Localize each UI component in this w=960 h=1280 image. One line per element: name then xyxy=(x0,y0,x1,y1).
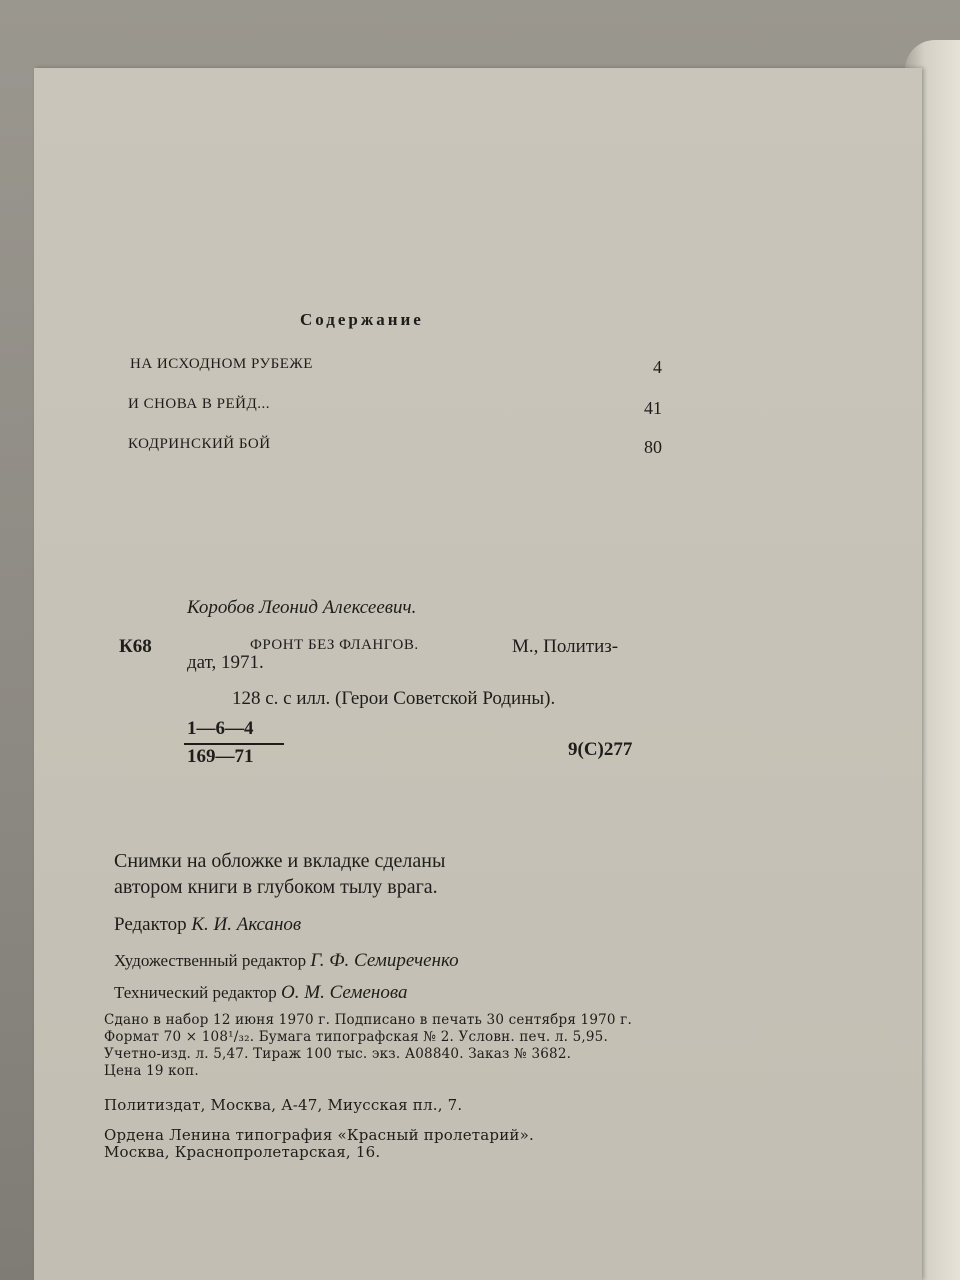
toc-item-page: 80 xyxy=(644,437,662,457)
printer-line-2: Москва, Краснопролетарская, 16. xyxy=(104,1143,381,1161)
catalog-fraction-bottom: 169—71 xyxy=(187,746,254,767)
tech-editor-label: Технический редактор xyxy=(114,983,277,1002)
editor-name: К. И. Аксанов xyxy=(191,914,302,935)
toc-item-label: НА ИСХОДНОМ РУБЕЖЕ xyxy=(130,356,313,372)
photo-credit-line-2: автором книги в глубоком тылу врага. xyxy=(114,876,438,898)
catalog-index: 9(С)277 xyxy=(568,739,633,760)
tech-editor-name: О. М. Семенова xyxy=(281,982,408,1003)
catalog-publisher-end: дат, 1971. xyxy=(187,652,264,673)
art-editor-credit xyxy=(114,950,459,972)
photo-credit-line-1: Снимки на обложке и вкладке сделаны xyxy=(114,850,446,872)
contents-title: Содержание xyxy=(300,310,424,329)
tech-editor-credit xyxy=(114,982,407,1004)
publisher-address: Политиздат, Москва, А-47, Миусская пл., 7. xyxy=(104,1096,463,1114)
toc-item-page: 41 xyxy=(644,398,662,418)
art-editor-name: Г. Ф. Семиреченко xyxy=(310,950,459,971)
imprint-line: Формат 70 × 108¹/₃₂. Бумага типографская № 2. Условн. печ. л. 5,95. xyxy=(104,1029,608,1045)
toc-item-label: И СНОВА В РЕЙД... xyxy=(128,396,270,412)
art-editor-label: Художественный редактор xyxy=(114,951,307,970)
editor-label: Редактор xyxy=(114,914,187,935)
imprint-line: Цена 19 коп. xyxy=(104,1063,199,1079)
catalog-author: Коробов Леонид Алексеевич. xyxy=(187,597,417,618)
catalog-code: К68 xyxy=(119,636,152,657)
catalog-fraction-top: 1—6—4 xyxy=(187,718,254,739)
catalog-pages-series: 128 с. с илл. (Герои Советской Родины). xyxy=(232,688,556,709)
editor-credit xyxy=(114,914,301,936)
toc-item-page: 4 xyxy=(653,357,662,377)
catalog-book-title: ФРОНТ БЕЗ ФЛАНГОВ. xyxy=(250,637,419,653)
fraction-divider xyxy=(184,743,284,745)
toc-item-label: КОДРИНСКИЙ БОЙ xyxy=(128,436,271,452)
imprint-line: Сдано в набор 12 июня 1970 г. Подписано в печать 30 сентября 1970 г. xyxy=(104,1012,632,1028)
imprint-line: Учетно-изд. л. 5,47. Тираж 100 тыс. экз. А08840. Заказ № 3682. xyxy=(104,1046,572,1062)
printer-line-1: Ордена Ленина типография «Красный пролетарий». xyxy=(104,1126,534,1144)
catalog-publisher-start: М., Политиз- xyxy=(512,636,619,657)
